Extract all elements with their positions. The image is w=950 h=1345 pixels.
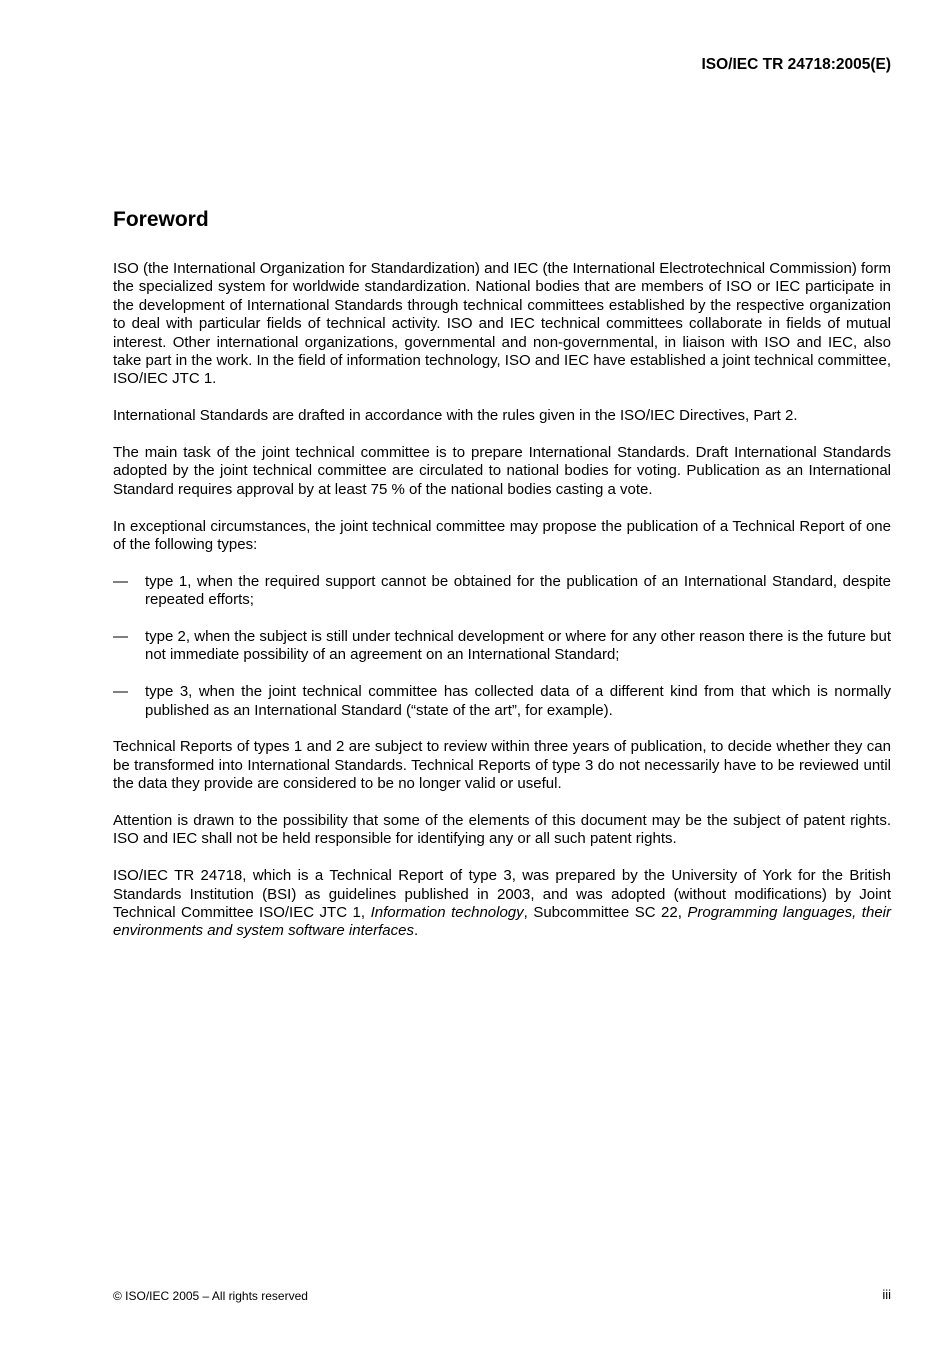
paragraph: Technical Reports of types 1 and 2 are subject to review within three years of publication, to decide whether they can be transformed into International Standards. Technical Reports of type 3 do not necessarily have to be reviewed until the data they provide are considered to be no longer valid or useful.	[113, 738, 891, 793]
text-segment: ISO/IEC TR 24718, which is a Technical Report of type 3, was prepared by the University of York for the British Standards Institution (BSI) as guidelines published in 2003, and was adopted (without modifications) by Joint Technical Committee ISO/IEC JTC 1,	[113, 867, 891, 922]
list-item-text: type 2, when the subject is still under technical development or where for any other reason there is the future but not immediate possibility of an agreement on an International Standard;	[145, 628, 891, 664]
paragraph: The main task of the joint technical committee is to prepare International Standards. Draft International Standards adopted by the joint technical committee are circulated to national bodies for voting. Publication as an International Standard requires approval by at least 75 % of the national bodies casting a vote.	[113, 444, 891, 498]
italic-text: Information technology	[370, 904, 524, 922]
italic-text: Programming languages, their environments and system software interfaces	[113, 904, 891, 940]
foreword-body	[113, 260, 891, 959]
final-paragraph	[113, 867, 891, 941]
list-item-text: type 3, when the joint technical committee has collected data of a different kind from that which is normally published as an International Standard (“state of the art”, for example).	[145, 683, 891, 719]
dash-bullet: —	[113, 628, 128, 646]
page-number: iii	[882, 1287, 891, 1302]
dash-bullet: —	[113, 572, 128, 590]
dash-bullet: —	[113, 683, 128, 701]
paragraph: ISO (the International Organization for Standardization) and IEC (the International Electrotechnical Commission) form the specialized system for worldwide standardization. National bodies that are members of ISO or IEC participate in the development of International Standards through technical committees established by the respective organization to deal with particular fields of technical activity. ISO and IEC technical committees collaborate in fields of mutual interest. Other international organizations, governmental and non-governmental, in liaison with ISO and IEC, also take part in the work. In the field of information technology, ISO and IEC have established a joint technical committee, ISO/IEC JTC 1.	[113, 260, 891, 388]
list-item	[113, 683, 891, 720]
paragraph: In exceptional circumstances, the joint technical committee may propose the publication of a Technical Report of one of the following types:	[113, 517, 891, 554]
paragraph: Attention is drawn to the possibility that some of the elements of this document may be the subject of patent rights. ISO and IEC shall not be held responsible for identifying any or all such patent rights.	[113, 812, 891, 848]
page-title: Foreword	[113, 208, 209, 231]
text-segment: , Subcommittee SC 22,	[523, 904, 688, 922]
list-item	[113, 628, 891, 665]
text-segment: .	[413, 922, 419, 940]
paragraph: International Standards are drafted in accordance with the rules given in the ISO/IEC Directives, Part 2.	[113, 407, 798, 425]
footer-copyright: © ISO/IEC 2005 – All rights reserved	[113, 1289, 308, 1303]
list-item-text: type 1, when the required support cannot be obtained for the publication of an International Standard, despite repeated efforts;	[145, 572, 891, 609]
list-item	[113, 573, 891, 610]
document-header: ISO/IEC TR 24718:2005(E)	[701, 56, 891, 73]
